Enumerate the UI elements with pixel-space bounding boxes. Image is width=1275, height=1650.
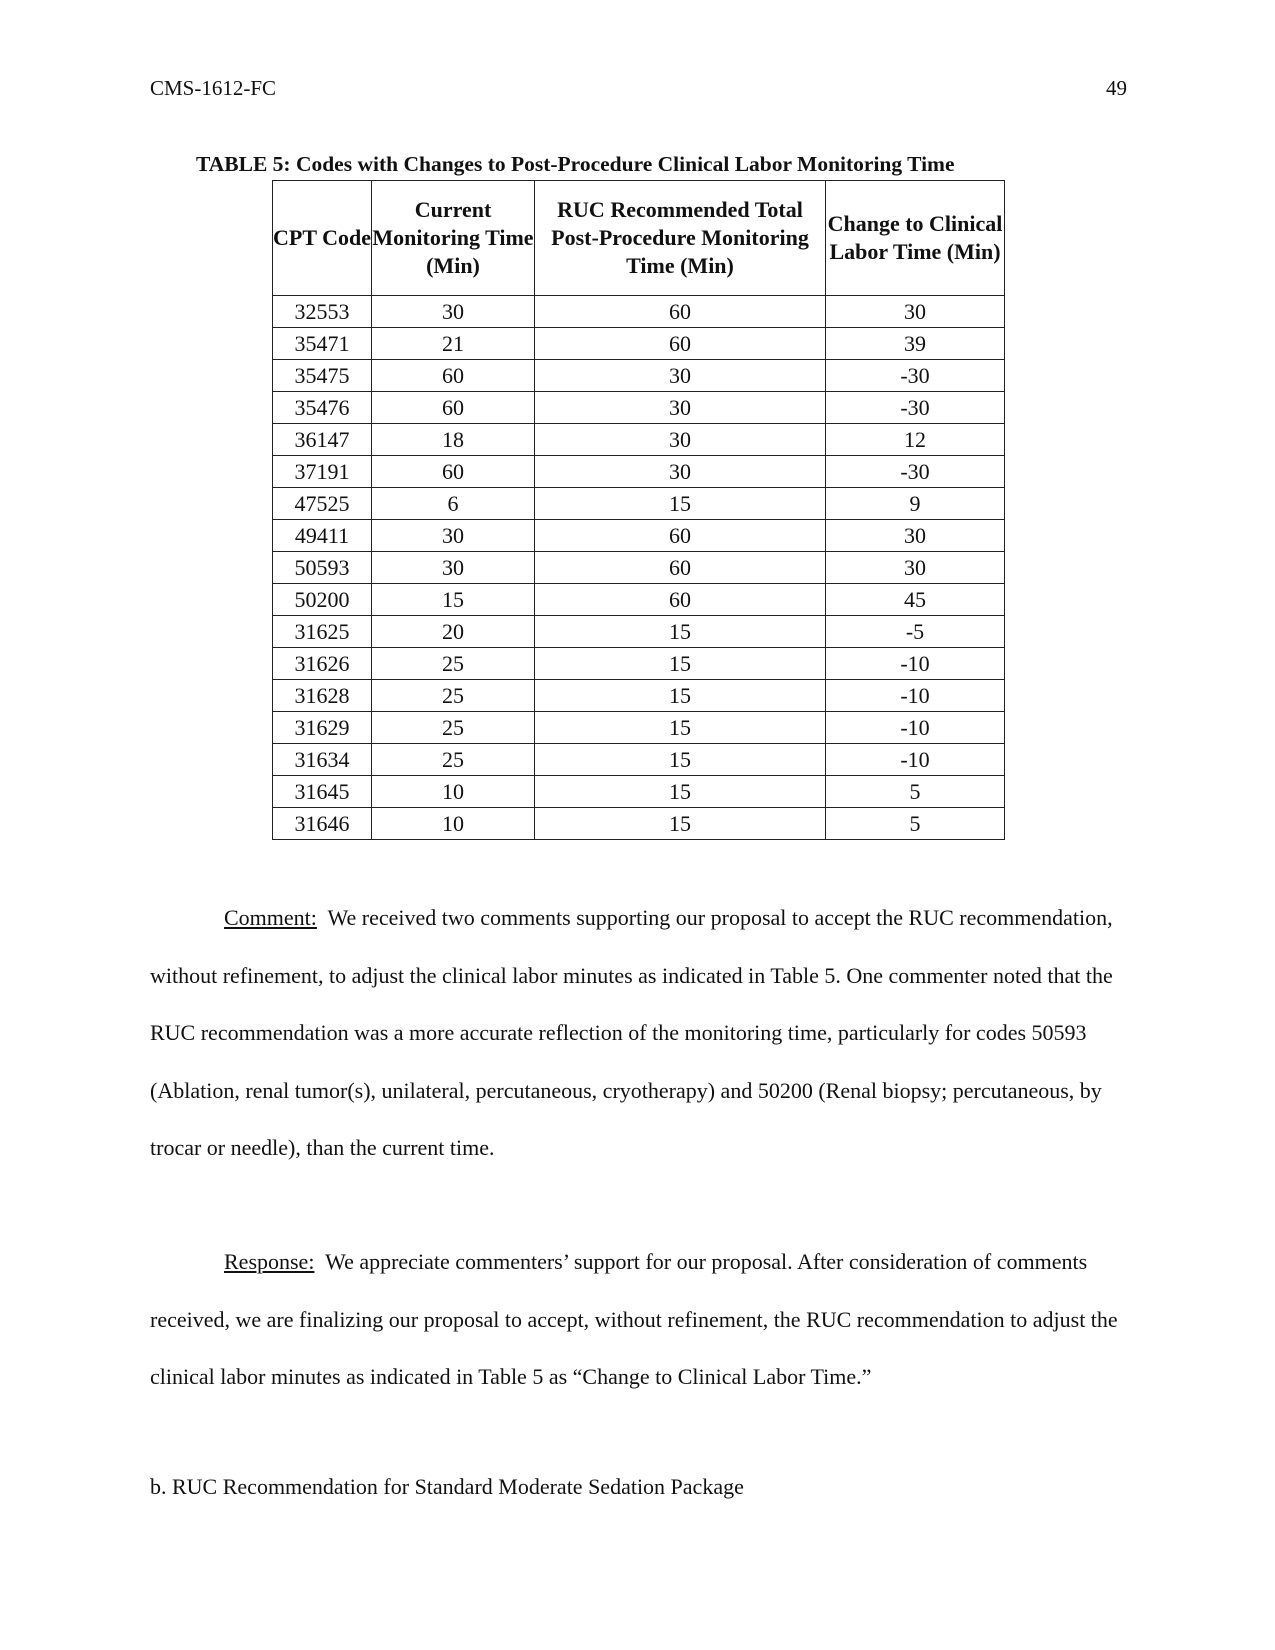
cpt-code-cell: 35471 xyxy=(273,328,372,360)
table-row xyxy=(273,680,1005,712)
table-row xyxy=(273,776,1005,808)
current-monitoring-time-cell: 18 xyxy=(372,424,535,456)
table-row xyxy=(273,424,1005,456)
change-to-clinical-labor-time-cell: 30 xyxy=(826,520,1005,552)
cpt-code-cell: 31629 xyxy=(273,712,372,744)
change-to-clinical-labor-time-cell: -30 xyxy=(826,360,1005,392)
table-title: TABLE 5: Codes with Changes to Post-Procedure Clinical Labor Monitoring Time xyxy=(196,152,955,176)
ruc-recommended-time-cell: 30 xyxy=(535,392,826,424)
ruc-recommended-time-cell: 15 xyxy=(535,648,826,680)
current-monitoring-time-cell: 25 xyxy=(372,744,535,776)
table-row xyxy=(273,456,1005,488)
table-header-row xyxy=(273,181,1005,296)
change-to-clinical-labor-time-cell: 39 xyxy=(826,328,1005,360)
current-monitoring-time-cell: 20 xyxy=(372,616,535,648)
ruc-recommended-time-cell: 60 xyxy=(535,584,826,616)
change-to-clinical-labor-time-cell: 45 xyxy=(826,584,1005,616)
cpt-code-cell: 32553 xyxy=(273,296,372,328)
ruc-recommended-time-cell: 30 xyxy=(535,456,826,488)
change-to-clinical-labor-time-cell: 12 xyxy=(826,424,1005,456)
table-row xyxy=(273,744,1005,776)
current-monitoring-time-cell: 30 xyxy=(372,520,535,552)
change-to-clinical-labor-time-cell: 30 xyxy=(826,296,1005,328)
cpt-code-cell: 31626 xyxy=(273,648,372,680)
table-row xyxy=(273,360,1005,392)
column-header-change-to-clinical-labor-time: Change to Clinical Labor Time (Min) xyxy=(826,181,1005,296)
ruc-recommended-time-cell: 15 xyxy=(535,680,826,712)
cpt-code-cell: 31645 xyxy=(273,776,372,808)
ruc-recommended-time-cell: 30 xyxy=(535,360,826,392)
change-to-clinical-labor-time-cell: -30 xyxy=(826,392,1005,424)
change-to-clinical-labor-time-cell: -10 xyxy=(826,680,1005,712)
table-row xyxy=(273,712,1005,744)
cpt-code-cell: 47525 xyxy=(273,488,372,520)
table-row xyxy=(273,616,1005,648)
cpt-code-cell: 35476 xyxy=(273,392,372,424)
change-to-clinical-labor-time-cell: 30 xyxy=(826,552,1005,584)
current-monitoring-time-cell: 6 xyxy=(372,488,535,520)
change-to-clinical-labor-time-cell: -10 xyxy=(826,712,1005,744)
table-row xyxy=(273,488,1005,520)
ruc-recommended-time-cell: 15 xyxy=(535,712,826,744)
ruc-recommended-time-cell: 15 xyxy=(535,488,826,520)
current-monitoring-time-cell: 60 xyxy=(372,456,535,488)
ruc-recommended-time-cell: 60 xyxy=(535,520,826,552)
cpt-code-cell: 31625 xyxy=(273,616,372,648)
ruc-recommended-time-cell: 15 xyxy=(535,776,826,808)
ruc-recommended-time-cell: 60 xyxy=(535,296,826,328)
ruc-recommended-time-cell: 15 xyxy=(535,744,826,776)
current-monitoring-time-cell: 30 xyxy=(372,296,535,328)
ruc-recommended-time-cell: 60 xyxy=(535,328,826,360)
cpt-code-cell: 31628 xyxy=(273,680,372,712)
cpt-code-cell: 50593 xyxy=(273,552,372,584)
column-header-ruc-recommended-time: RUC Recommended Total Post-Procedure Monitoring Time (Min) xyxy=(535,181,826,296)
monitoring-time-table xyxy=(272,180,1005,840)
change-to-clinical-labor-time-cell: 5 xyxy=(826,808,1005,840)
current-monitoring-time-cell: 21 xyxy=(372,328,535,360)
current-monitoring-time-cell: 25 xyxy=(372,648,535,680)
ruc-recommended-time-cell: 60 xyxy=(535,552,826,584)
comment-text: We received two comments supporting our proposal to accept the RUC recommendation, without refinement, to adjust the clinical labor minutes as indicated in Table 5. One commenter noted that the RUC recommendation was a more accurate reflection of the monitoring time, particularly for codes 50593 (Ablation, renal tumor(s), unilateral, percutaneous, cryotherapy) and 50200 (Renal biopsy; percutaneous, by trocar or needle), than the current time. xyxy=(150,905,1113,1160)
table-row xyxy=(273,328,1005,360)
comment-paragraph xyxy=(150,889,1140,1177)
table-row xyxy=(273,296,1005,328)
current-monitoring-time-cell: 10 xyxy=(372,776,535,808)
current-monitoring-time-cell: 25 xyxy=(372,680,535,712)
change-to-clinical-labor-time-cell: -5 xyxy=(826,616,1005,648)
response-paragraph xyxy=(150,1233,1140,1406)
current-monitoring-time-cell: 30 xyxy=(372,552,535,584)
comment-label: Comment: xyxy=(224,905,317,930)
document-id: CMS-1612-FC xyxy=(150,76,277,100)
ruc-recommended-time-cell: 15 xyxy=(535,808,826,840)
cpt-code-cell: 31634 xyxy=(273,744,372,776)
cpt-code-cell: 50200 xyxy=(273,584,372,616)
cpt-code-cell: 49411 xyxy=(273,520,372,552)
current-monitoring-time-cell: 10 xyxy=(372,808,535,840)
ruc-recommended-time-cell: 15 xyxy=(535,616,826,648)
column-header-cpt-code: CPT Code xyxy=(273,181,372,296)
current-monitoring-time-cell: 25 xyxy=(372,712,535,744)
change-to-clinical-labor-time-cell: 5 xyxy=(826,776,1005,808)
table-row xyxy=(273,520,1005,552)
table-row xyxy=(273,552,1005,584)
cpt-code-cell: 31646 xyxy=(273,808,372,840)
table-body xyxy=(273,296,1005,840)
table-row xyxy=(273,392,1005,424)
current-monitoring-time-cell: 15 xyxy=(372,584,535,616)
ruc-recommended-time-cell: 30 xyxy=(535,424,826,456)
current-monitoring-time-cell: 60 xyxy=(372,360,535,392)
change-to-clinical-labor-time-cell: -30 xyxy=(826,456,1005,488)
table-row xyxy=(273,808,1005,840)
cpt-code-cell: 36147 xyxy=(273,424,372,456)
section-subheading: b. RUC Recommendation for Standard Moderate Sedation Package xyxy=(150,1474,744,1499)
change-to-clinical-labor-time-cell: 9 xyxy=(826,488,1005,520)
current-monitoring-time-cell: 60 xyxy=(372,392,535,424)
page-number: 49 xyxy=(1106,76,1127,100)
table-row xyxy=(273,648,1005,680)
response-text: We appreciate commenters’ support for our proposal. After consideration of comments received, we are finalizing our proposal to accept, without refinement, the RUC recommendation to adjust the clinical labor minutes as indicated in Table 5 as “Change to Clinical Labor Time.” xyxy=(150,1249,1118,1389)
cpt-code-cell: 35475 xyxy=(273,360,372,392)
response-label: Response: xyxy=(224,1249,315,1274)
change-to-clinical-labor-time-cell: -10 xyxy=(826,744,1005,776)
table-row xyxy=(273,584,1005,616)
column-header-current-monitoring-time: Current Monitoring Time (Min) xyxy=(372,181,535,296)
cpt-code-cell: 37191 xyxy=(273,456,372,488)
change-to-clinical-labor-time-cell: -10 xyxy=(826,648,1005,680)
